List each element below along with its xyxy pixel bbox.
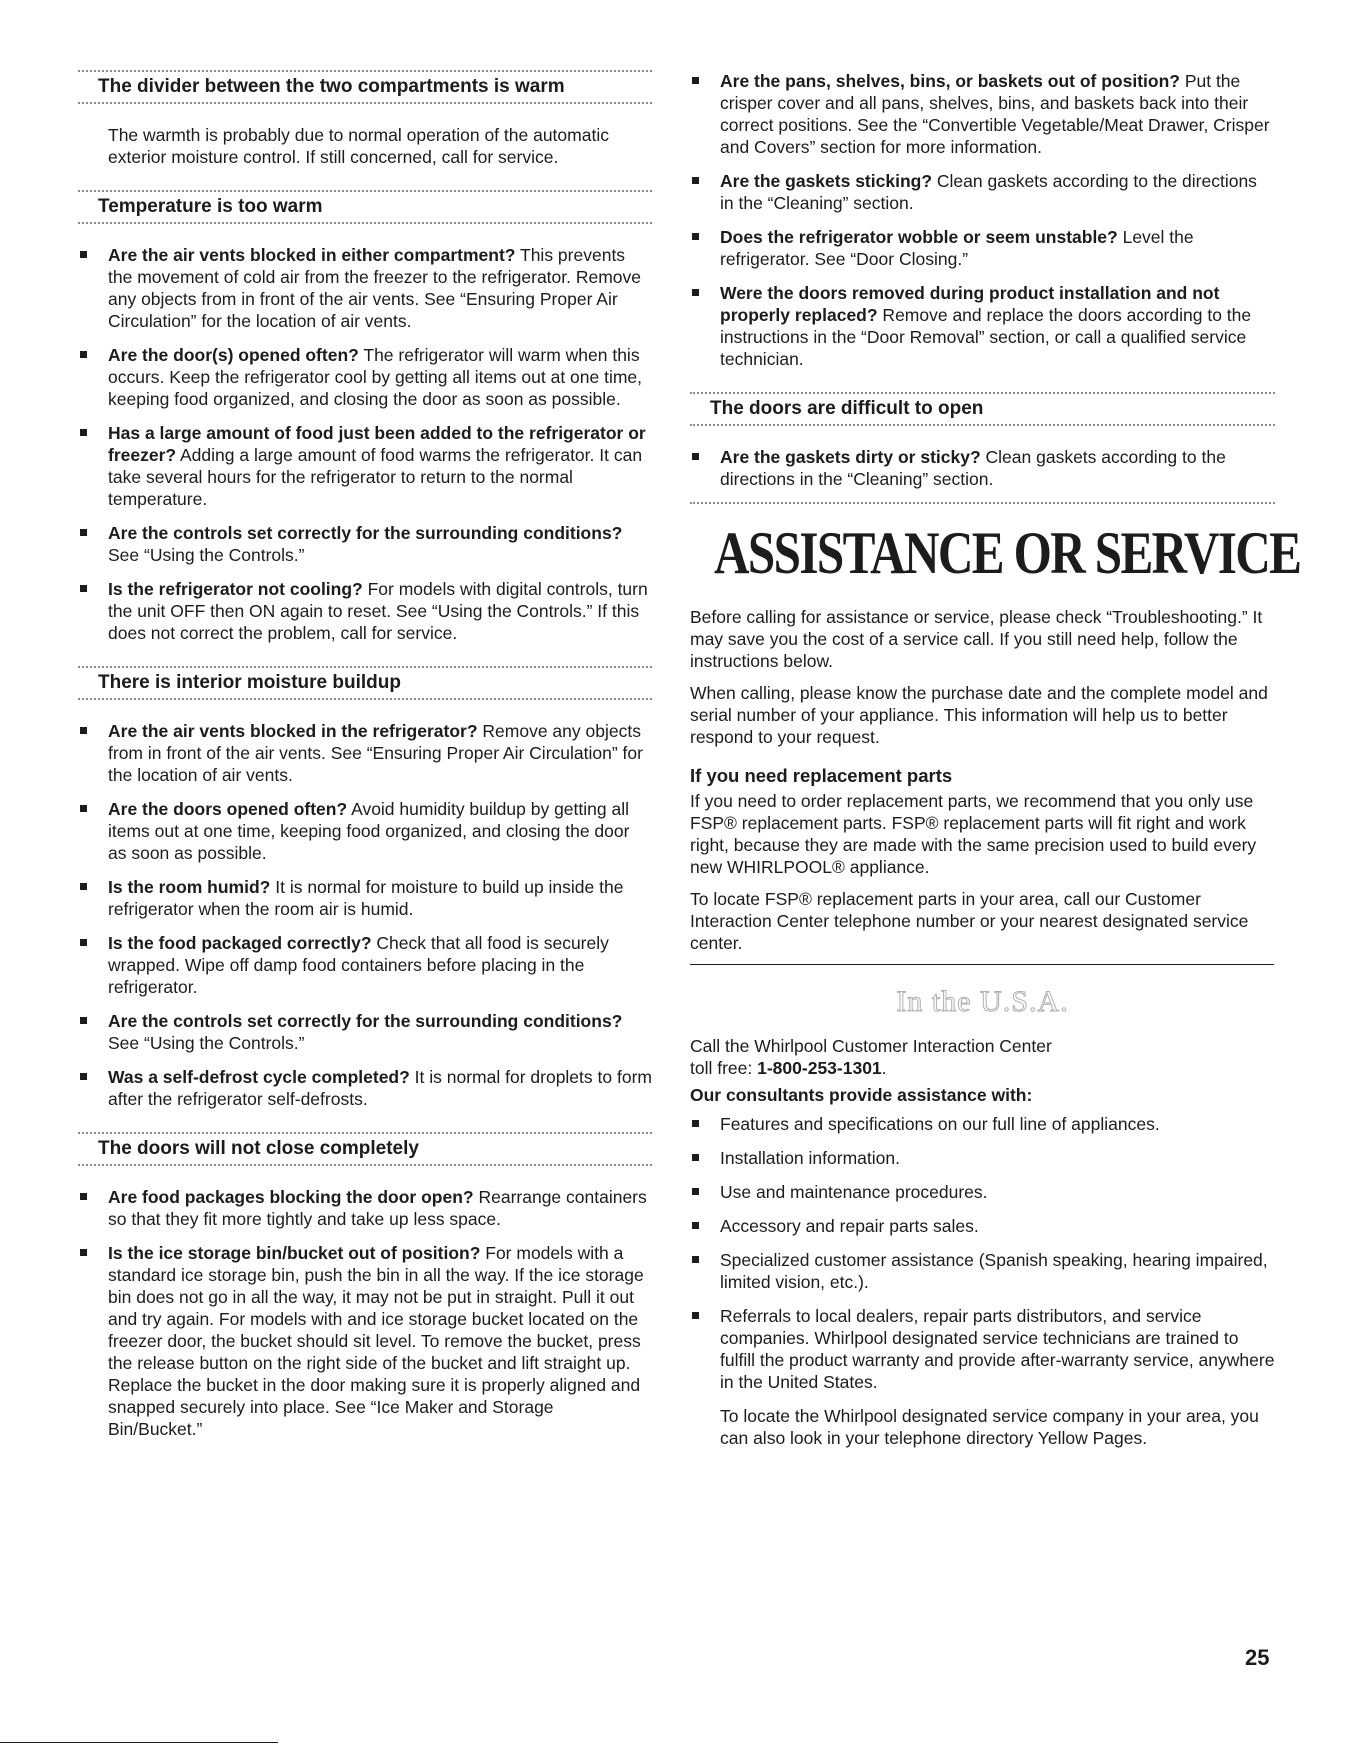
- bullet-list: [690, 70, 1275, 370]
- bullet-icon: [80, 1193, 87, 1200]
- list-item: Are the doors opened often? Avoid humidity buildup by getting all items out at one time, keeping food organized, and closing the door as soon as possible.: [78, 798, 652, 864]
- list-item: Are the pans, shelves, bins, or baskets out of position? Put the crisper cover and all pans, shelves, bins, and baskets back into their correct positions. See the “Convertible Vegetable/Meat Drawer, Crisper and Covers” section for more information.: [690, 70, 1275, 158]
- bullet-icon: [692, 1222, 699, 1229]
- bullet-icon: [80, 1017, 87, 1024]
- section-divider-warm: [78, 70, 652, 104]
- list-item: Are the gaskets dirty or sticky? Clean gaskets according to the directions in the “Cleaning” section.: [690, 446, 1275, 490]
- list-item: Is the room humid? It is normal for moisture to build up inside the refrigerator when the room air is humid.: [78, 876, 652, 920]
- phone-number: 1-800-253-1301: [757, 1058, 882, 1078]
- list-item: Were the doors removed during product installation and not properly replaced? Remove and replace the doors according to the instructions in the “Door Removal” section, or call a qualified service technician.: [690, 282, 1275, 370]
- bullet-list: [78, 720, 652, 1110]
- bullet-icon: [692, 233, 699, 240]
- bullet-list: [690, 446, 1275, 490]
- list-item: Features and specifications on our full line of appliances.: [690, 1113, 1275, 1135]
- section-title: The doors are difficult to open: [710, 398, 984, 419]
- divider-rule: [690, 964, 1274, 965]
- bullet-icon: [80, 1249, 87, 1256]
- bullet-icon: [692, 1256, 699, 1263]
- section-temperature-warm: [78, 190, 652, 224]
- bullet-icon: [80, 529, 87, 536]
- list-item: Are the gaskets sticking? Clean gaskets according to the directions in the “Cleaning” section.: [690, 170, 1275, 214]
- bullet-icon: [80, 429, 87, 436]
- locate-parts-paragraph: To locate FSP® replacement parts in your area, call our Customer Interaction Center telephone number or your nearest designated service center.: [690, 889, 1249, 953]
- bullet-icon: [692, 77, 699, 84]
- list-item: Specialized customer assistance (Spanish speaking, hearing impaired, limited vision, etc.).: [690, 1249, 1275, 1293]
- section-title: There is interior moisture buildup: [98, 672, 401, 693]
- section-doors-not-close: [78, 1132, 652, 1166]
- list-item: Is the refrigerator not cooling? For models with digital controls, turn the unit OFF then ON again to reset. See “Using the Controls.” If this does not correct the problem, call for service.: [78, 578, 652, 644]
- section-title: Temperature is too warm: [98, 196, 323, 217]
- bullet-icon: [692, 177, 699, 184]
- bullet-icon: [80, 883, 87, 890]
- bullet-list: [78, 244, 652, 644]
- bullet-list: [78, 1186, 652, 1440]
- list-item: Referrals to local dealers, repair parts distributors, and service companies. Whirlpool designated service technicians are trained to fulfill the product warranty and provide after-warranty service, anywhere in the United States.: [690, 1305, 1275, 1393]
- section-moisture-buildup: [78, 666, 652, 700]
- calling-paragraph: When calling, please know the purchase date and the complete model and serial number of your appliance. This information will help us to better respond to your request.: [690, 683, 1268, 747]
- list-item: Are the air vents blocked in the refrigerator? Remove any objects from in front of the air vents. See “Ensuring Proper Air Circulation” for the location of air vents.: [78, 720, 652, 786]
- bullet-icon: [692, 1154, 699, 1161]
- list-item: Are the door(s) opened often? The refrigerator will warm when this occurs. Keep the refrigerator cool by getting all items out at one time, keeping food organized, and closing the door as soon as possible.: [78, 344, 652, 410]
- left-column: [78, 70, 652, 1462]
- divider: [690, 502, 1275, 504]
- bullet-icon: [80, 351, 87, 358]
- bullet-icon: [692, 289, 699, 296]
- section-title: The doors will not close completely: [98, 1138, 419, 1159]
- bullet-icon: [80, 805, 87, 812]
- list-item: Is the food packaged correctly? Check that all food is securely wrapped. Wipe off damp food containers before placing in the refrigerator.: [78, 932, 652, 998]
- list-item: Use and maintenance procedures.: [690, 1181, 1275, 1203]
- bullet-icon: [692, 1312, 699, 1319]
- right-column: [690, 70, 1301, 1459]
- footer-rule: [0, 1742, 278, 1743]
- replacement-parts-heading: If you need replacement parts: [690, 765, 953, 786]
- services-list: [690, 1113, 1275, 1393]
- bullet-icon: [80, 585, 87, 592]
- page-number: 25: [1245, 1645, 1270, 1670]
- yellow-pages-paragraph: To locate the Whirlpool designated service company in your area, you can also look in your telephone directory Yellow Pages.: [720, 1406, 1259, 1448]
- list-item: Are food packages blocking the door open? Rearrange containers so that they fit more tightly and take up less space.: [78, 1186, 652, 1230]
- list-item: Accessory and repair parts sales.: [690, 1215, 1275, 1237]
- bullet-icon: [80, 727, 87, 734]
- list-item: Are the air vents blocked in either compartment? This prevents the movement of cold air from the freezer to the refrigerator. Remove any objects from in front of the air vents. See “Ensuring Proper Air Circulation” for the location of air vents.: [78, 244, 652, 332]
- call-center-text: Call the Whirlpool Customer Interaction Center toll free: 1-800-253-1301.: [690, 1036, 1052, 1078]
- intro-paragraph: Before calling for assistance or service, please check “Troubleshooting.” It may save you the cost of a service call. If you still need help, follow the instructions below.: [690, 607, 1263, 671]
- section-doors-difficult: [690, 392, 1275, 426]
- section-body: The warmth is probably due to normal operation of the automatic exterior moisture control. If still concerned, call for service.: [108, 125, 609, 167]
- list-item: Was a self-defrost cycle completed? It is normal for droplets to form after the refrigerator self-defrosts.: [78, 1066, 652, 1110]
- bullet-icon: [692, 1120, 699, 1127]
- consultants-heading: Our consultants provide assistance with:: [690, 1085, 1033, 1105]
- bullet-icon: [692, 1188, 699, 1195]
- list-item: Is the ice storage bin/bucket out of position? For models with a standard ice storage bin, push the bin in all the way. If the ice storage bin does not go in all the way, it may not be put in straight. Pull it out and try again. For models with and ice storage bucket located on the freezer door, the bucket should sit level. To remove the bucket, press the release button on the right side of the bucket and lift straight up. Replace the bucket in the door making sure it is properly aligned and snapped securely into place. See “Ice Maker and Storage Bin/Bucket.”: [78, 1242, 652, 1440]
- list-item: Are the controls set correctly for the surrounding conditions? See “Using the Controls.”: [78, 522, 652, 566]
- bullet-icon: [80, 1073, 87, 1080]
- bullet-icon: [692, 453, 699, 460]
- page-title: ASSISTANCE OR SERVICE: [714, 520, 1301, 586]
- section-title: The divider between the two compartments is warm: [98, 76, 565, 97]
- bullet-icon: [80, 939, 87, 946]
- replacement-paragraph: If you need to order replacement parts, we recommend that you only use FSP® replacement parts. FSP® replacement parts will fit right and work right, because they are made with the same precision used to build every new WHIRLPOOL® appliance.: [690, 791, 1257, 877]
- list-item: Has a large amount of food just been added to the refrigerator or freezer? Adding a large amount of food warms the refrigerator. It can take several hours for the refrigerator to return to the normal temperature.: [78, 422, 652, 510]
- list-item: Installation information.: [690, 1147, 1275, 1169]
- list-item: Are the controls set correctly for the surrounding conditions? See “Using the Controls.”: [78, 1010, 652, 1054]
- bullet-icon: [80, 251, 87, 258]
- usa-heading: In the U.S.A.: [896, 985, 1069, 1018]
- list-item: Does the refrigerator wobble or seem unstable? Level the refrigerator. See “Door Closing.”: [690, 226, 1275, 270]
